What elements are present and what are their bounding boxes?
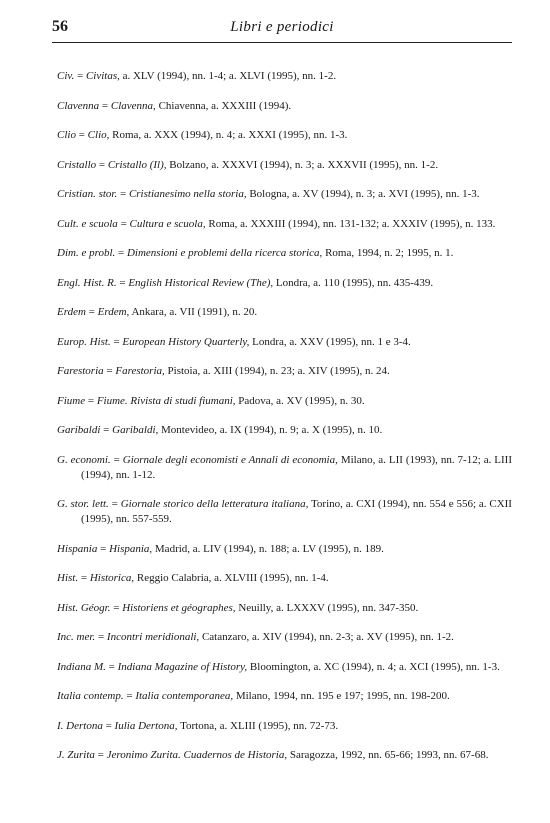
entry-publication-details: Tortona, a. XLIII (1995), nn. 72-73.	[180, 719, 339, 732]
list-item	[57, 128, 512, 143]
abbreviation-list	[57, 58, 512, 778]
entry-abbreviation: I. Dertona	[57, 719, 103, 732]
entry-publication-details: Londra, a. XXV (1995), nn. 1 e 3-4.	[252, 335, 411, 348]
entry-publication-details: Madrid, a. LIV (1994), n. 188; a. LV (1995), n. 189.	[154, 542, 384, 555]
entry-publication-details: Montevideo, a. IX (1994), n. 9; a. X (1995), n. 10.	[161, 424, 383, 436]
entry-abbreviation: Hist. Géogr.	[57, 601, 111, 614]
equals-sign: =	[75, 129, 88, 141]
entry-abbreviation: Cristian. stor.	[57, 188, 118, 200]
entry-full-title: Indiana Magazine of History,	[117, 660, 248, 673]
entry-publication-details: Neuilly, a. LXXXV (1995), nn. 347-350.	[238, 601, 419, 614]
entry-abbreviation: Italia contemp.	[57, 690, 124, 702]
equals-sign: =	[105, 660, 118, 673]
entry-full-title: Historica,	[89, 572, 135, 584]
list-item	[57, 99, 512, 114]
entry-full-title: Fiume. Rivista di studi fiumani,	[96, 394, 236, 407]
running-title: Libri e periodici	[230, 19, 334, 35]
equals-sign: =	[99, 99, 111, 112]
list-item	[57, 630, 512, 645]
entry-abbreviation: G. economi.	[57, 453, 111, 466]
entry-full-title: Giornale degli economisti e Annali di economia,	[122, 453, 338, 466]
equals-sign: =	[96, 158, 108, 171]
entry-abbreviation: J. Zurita	[57, 749, 95, 761]
entry-abbreviation: Indiana M.	[57, 660, 106, 673]
entry-publication-details: Roma, a. XXXIII (1994), nn. 131-132; a. XXXIV (1995), n. 133.	[208, 217, 496, 230]
equals-sign: =	[110, 601, 123, 614]
entry-publication-details: Bologna, a. XV (1994), n. 3; a. XVI (1995), nn. 1-3.	[249, 188, 480, 200]
equals-sign: =	[102, 719, 115, 732]
entry-publication-details: Milano, a. LII (1993), nn. 7-12; a. LIII (1994), nn. 1-12.	[81, 453, 512, 481]
equals-sign: =	[117, 188, 129, 200]
entry-full-title: Cristianesimo nella storia,	[128, 188, 247, 200]
entry-full-title: Farestoria,	[115, 365, 165, 377]
entry-publication-details: Saragozza, 1992, nn. 65-66; 1993, nn. 67-68.	[289, 749, 489, 761]
entry-abbreviation: Hist.	[57, 572, 79, 584]
page-number: 56	[52, 18, 68, 35]
equals-sign: =	[108, 498, 121, 510]
list-item	[57, 423, 512, 438]
entry-full-title: Italia contemporanea,	[135, 690, 234, 702]
entry-full-title: Clio,	[87, 129, 110, 141]
entry-full-title: Garibaldi,	[112, 424, 159, 436]
list-item	[57, 497, 512, 527]
entry-full-title: Cristallo (Il),	[107, 158, 167, 171]
entry-abbreviation: Cristallo	[57, 158, 97, 171]
equals-sign: =	[110, 453, 123, 466]
list-item	[57, 305, 512, 320]
entry-full-title: Historiens et géographes,	[122, 601, 236, 614]
entry-publication-details: Pistoia, a. XIII (1994), n. 23; a. XIV (1995), n. 24.	[167, 365, 390, 377]
entry-abbreviation: Hispania	[57, 542, 98, 555]
equals-sign: =	[116, 276, 129, 289]
entry-full-title: Jeronimo Zurita. Cuadernos de Historia,	[106, 749, 288, 761]
equals-sign: =	[100, 424, 113, 436]
entry-abbreviation: G. stor. lett.	[57, 498, 109, 510]
list-item	[57, 660, 512, 675]
list-item	[57, 719, 512, 734]
list-item	[57, 335, 512, 350]
entry-publication-details: Ankara, a. VII (1991), n. 20.	[131, 306, 258, 318]
entry-full-title: Erdem,	[97, 306, 130, 318]
entry-abbreviation: Cult. e scuola	[57, 217, 118, 230]
list-item	[57, 69, 512, 84]
equals-sign: =	[115, 247, 127, 259]
entry-publication-details: Londra, a. 110 (1995), nn. 435-439.	[275, 276, 434, 289]
entry-abbreviation: Inc. mer.	[57, 631, 96, 643]
entry-full-title: Civitas,	[85, 70, 120, 82]
equals-sign: =	[85, 306, 98, 318]
equals-sign: =	[95, 631, 107, 643]
list-item	[57, 542, 512, 557]
entry-full-title: European History Quarterly,	[122, 335, 250, 348]
entry-abbreviation: Dim. e probl.	[57, 247, 116, 259]
equals-sign: =	[97, 542, 110, 555]
equals-sign: =	[94, 749, 107, 761]
entry-abbreviation: Erdem	[57, 306, 86, 318]
equals-sign: =	[74, 70, 86, 82]
entry-publication-details: Reggio Calabria, a. XLVIII (1995), nn. 1-4.	[136, 572, 329, 584]
entry-publication-details: Catanzaro, a. XIV (1994), nn. 2-3; a. XV (1995), nn. 1-2.	[201, 631, 454, 643]
list-item	[57, 217, 512, 232]
entry-abbreviation: Engl. Hist. R.	[57, 276, 117, 289]
entry-full-title: Clavenna,	[110, 99, 156, 112]
equals-sign: =	[110, 335, 123, 348]
list-item	[57, 453, 512, 483]
entry-abbreviation: Clio	[57, 129, 76, 141]
list-item	[57, 689, 512, 704]
entry-publication-details: Chiavenna, a. XXXIII (1994).	[158, 99, 292, 112]
entry-abbreviation: Fiume	[57, 394, 86, 407]
entry-full-title: Giornale storico della letteratura italiana,	[120, 498, 309, 510]
entry-publication-details: Torino, a. CXI (1994), nn. 554 e 556; a. CXII (1995), nn. 557-559.	[81, 498, 512, 525]
equals-sign: =	[85, 394, 97, 407]
list-item	[57, 601, 512, 616]
entry-publication-details: Roma, 1994, n. 2; 1995, n. 1.	[325, 247, 454, 259]
entry-full-title: Hispania,	[109, 542, 153, 555]
entry-full-title: Dimensioni e problemi della ricerca storica,	[126, 247, 323, 259]
list-item	[57, 276, 512, 291]
list-item	[57, 158, 512, 173]
equals-sign: =	[117, 217, 130, 230]
entry-abbreviation: Clavenna	[57, 99, 100, 112]
list-item	[57, 246, 512, 261]
list-item	[57, 187, 512, 202]
entry-publication-details: Roma, a. XXX (1994), n. 4; a. XXXI (1995), nn. 1-3.	[112, 129, 348, 141]
entry-publication-details: Milano, 1994, nn. 195 e 197; 1995, nn. 198-200.	[235, 690, 450, 702]
entry-full-title: Cultura e scuola,	[129, 217, 206, 230]
page-header	[52, 18, 512, 43]
entry-abbreviation: Farestoria	[57, 365, 104, 377]
entry-abbreviation: Europ. Hist.	[57, 335, 111, 348]
entry-publication-details: Bolzano, a. XXXVI (1994), n. 3; a. XXXVII (1995), nn. 1-2.	[169, 158, 439, 171]
list-item	[57, 394, 512, 409]
entry-publication-details: Bloomington, a. XC (1994), n. 4; a. XCI (1995), nn. 1-3.	[249, 660, 500, 673]
list-item	[57, 364, 512, 379]
list-item	[57, 571, 512, 586]
equals-sign: =	[103, 365, 116, 377]
entry-publication-details: Padova, a. XV (1995), n. 30.	[238, 394, 365, 407]
entry-full-title: Incontri meridionali,	[106, 631, 200, 643]
equals-sign: =	[123, 690, 136, 702]
equals-sign: =	[78, 572, 90, 584]
entry-full-title: English Historical Review (The),	[128, 276, 274, 289]
list-item	[57, 748, 512, 763]
entry-abbreviation: Civ.	[57, 70, 75, 82]
entry-abbreviation: Garibaldi	[57, 424, 101, 436]
entry-publication-details: a. XLV (1994), nn. 1-4; a. XLVI (1995), nn. 1-2.	[122, 70, 337, 82]
entry-full-title: Iulia Dertona,	[114, 719, 178, 732]
